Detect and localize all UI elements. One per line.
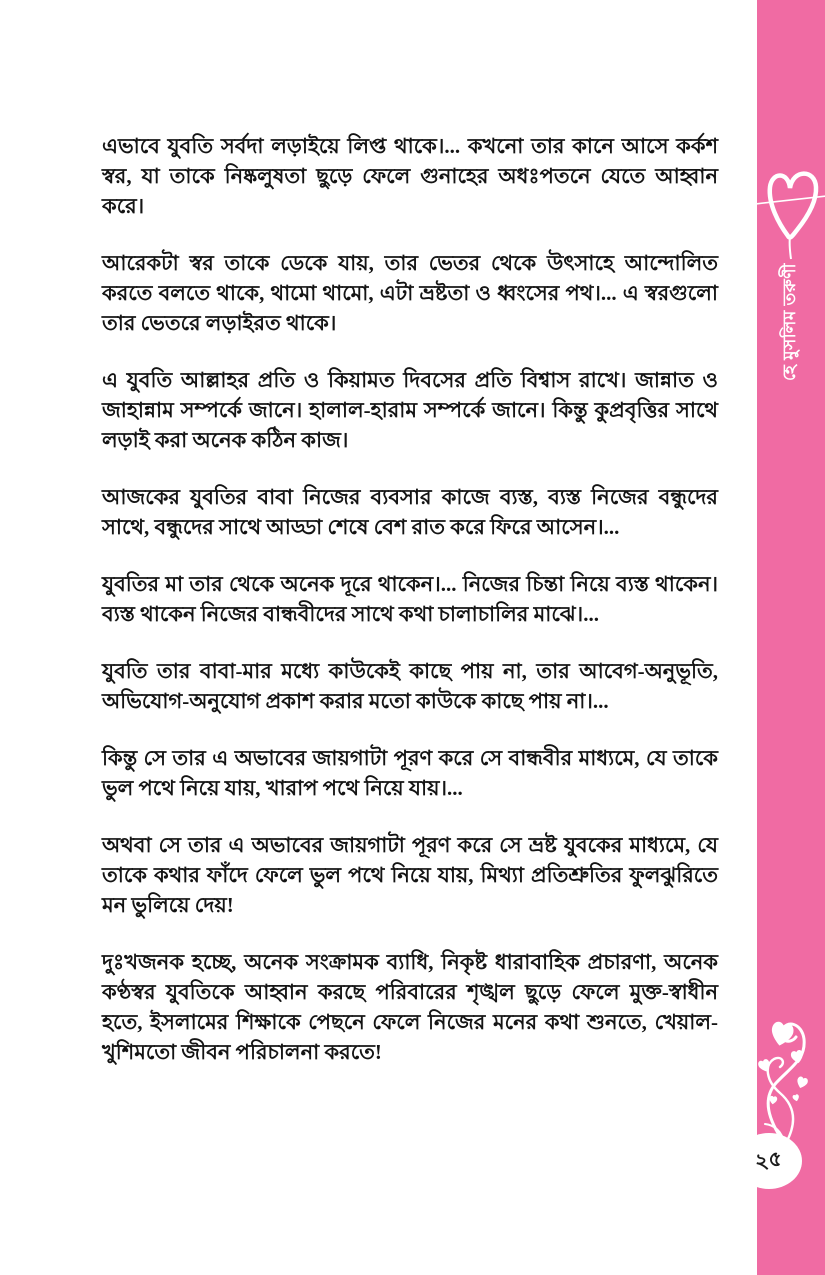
paragraph: আরেকটা স্বর তাকে ডেকে যায়, তার ভেতর থেকে উৎসাহে আন্দোলিত করতে বলতে থাকে, থামো থামো, এটা ভ্রষ্টতা ও ধ্বংসের পথ।... এ স্বরগুলো তার ভেতরে লড়াইরত থাকে। (102, 251, 718, 335)
paragraph: কিন্তু সে তার এ অভাবের জায়গাটা পূরণ করে সে বান্ধবীর মাধ্যমে, যে তাকে ভুল পথে নিয়ে যায়, খারাপ পথে নিয়ে যায়।... (102, 746, 718, 800)
paragraph: এ যুবতি আল্লাহর প্রতি ও কিয়ামত দিবসের প্রতি বিশ্বাস রাখে। জান্নাত ও জাহান্নাম সম্পর্কে জানে। হালাল-হারাম সম্পর্কে জানে। কিন্তু কুপ্রবৃত্তির সাথে লড়াই করা অনেক কঠিন কাজ। (102, 368, 718, 452)
paragraph: এভাবে যুবতি সর্বদা লড়াইয়ে লিপ্ত থাকে।... কখনো তার কানে আসে কর্কশ স্বর, যা তাকে নিষ্কলুষতা ছুড়ে ফেলে গুনাহের অধঃপতনে যেতে আহ্বান করে। (102, 134, 718, 218)
heart-outline-icon (757, 146, 825, 262)
paragraph: আজকের যুবতির বাবা নিজের ব্যবসার কাজে ব্যস্ত, ব্যস্ত নিজের বন্ধুদের সাথে, বন্ধুদের সাথে আড্ডা শেষে বেশ রাত করে ফিরে আসেন।... (102, 485, 718, 539)
page-number-label: ২৫ (753, 1145, 784, 1174)
page-number-badge (736, 1133, 802, 1189)
paragraph: যুবতির মা তার থেকে অনেক দূরে থাকেন।... নিজের চিন্তা নিয়ে ব্যস্ত থাকেন। ব্যস্ত থাকেন নিজের বান্ধবীদের সাথে কথা চালাচালির মাঝে।... (102, 572, 718, 626)
paragraph: যুবতি তার বাবা-মার মধ্যে কাউকেই কাছে পায় না, তার আবেগ-অনুভূতি, অভিযোগ-অনুযোগ প্রকাশ করার মতো কাউকে কাছে পায় না।... (102, 659, 718, 713)
paragraph: দুঃখজনক হচ্ছে, অনেক সংক্রামক ব্যাধি, নিকৃষ্ট ধারাবাহিক প্রচারণা, অনেক কণ্ঠস্বর যুবতিকে আহ্বান করছে পরিবারের শৃঙ্খল ছুড়ে ফেলে মুক্ত-স্বাধীন হতে, ইসলামের শিক্ষাকে পেছনে ফেলে নিজের মনের কথা শুনতে, খেয়াল-খুশিমতো জীবন পরিচালনা করতে! (102, 950, 718, 1064)
book-title-label: হে মুসলিম তরুণী (780, 263, 800, 381)
hearts-flourish-icon (752, 995, 824, 1143)
body-text (102, 131, 718, 1094)
paragraph: অথবা সে তার এ অভাবের জায়গাটা পূরণ করে সে ভ্রষ্ট যুবকের মাধ্যমে, যে তাকে কথার ফাঁদে ফেলে ভুল পথে নিয়ে যায়, মিথ্যা প্রতিশ্রুতির ফুলঝুরিতে মন ভুলিয়ে দেয়! (102, 833, 718, 917)
